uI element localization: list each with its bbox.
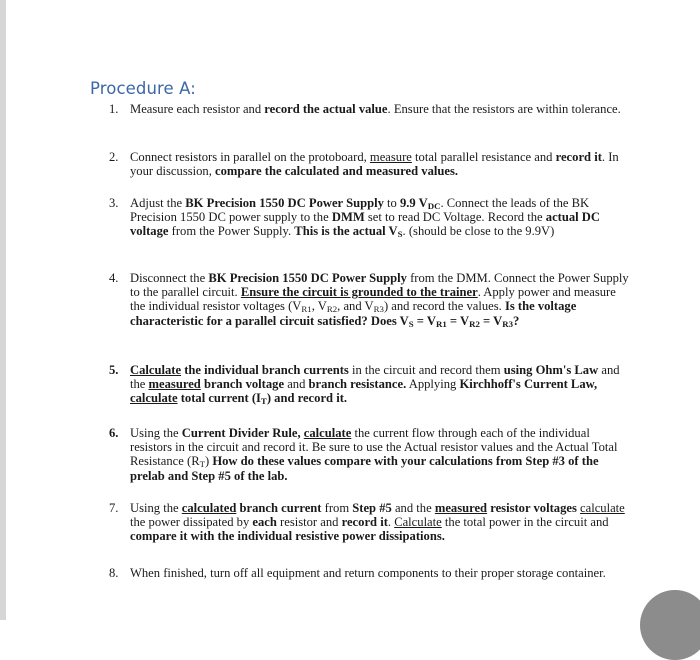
step-4-text: Disconnect the BK Precision 1550 DC Power Supply from the DMM. Connect the Power Supply to the parallel circuit. Ensure the circuit is grounded to the trainer. Apply power and measure the individual resistor voltages ($V_{R1}$, $V_{R2}$, and $V_{R3}$) and record the values. Is the voltage characteristic for a parallel circuit satisfied? Does $V_S = V_{R1} = V_{R2} = V_{R3}$? (130, 271, 629, 329)
step-6-text: Using the Current Divider Rule, calculate the current flow through each of the individual resistors in the circuit and record it. Be sure to use the Actual resistor values and the Actual Total Resistance $(R_T)$ How do these values compare with your calculations from Step #3 of the prelab and Step #5 of the lab. (130, 426, 618, 483)
step-8-text: When finished, turn off all equipment and return components to their proper storage container. (130, 566, 606, 580)
step-3-text: Adjust the BK Precision 1550 DC Power Supply to 9.9 $V_{DC}$. Connect the leads of the BK Precision 1550 DC power supply to the DMM set to read DC Voltage. Record the actual DC voltage from the Power Supply. This is the actual $V_S$. (should be close to the 9.9V) (130, 196, 600, 240)
page-left-edge (0, 0, 6, 620)
step-4: 4. Disconnect the BK Precision 1550 DC Power Supply from the DMM. Connect the Power Supply to the parallel circuit. Ensure the circuit is grounded to the trainer. Apply power and measure the individual resistor voltages ($V_{R1}$, $V_{R2}$, and $V_{R3}$) and record the values. Is the voltage characteristic for a parallel circuit satisfied? Does $V_S = V_{R1} = V_{R2} = V_{R3}$? (109, 271, 629, 329)
step-7: 7. Using the calculated branch current from Step #5 and the measured resistor voltages calculate the power dissipated by each resistor and record it. Calculate the total power in the circuit and compare it with the individual resistive power dissipations. (109, 501, 629, 544)
step-6: 6. Using the Current Divider Rule, calculate the current flow through each of the individual resistors in the circuit and record it. Be sure to use the Actual resistor values and the Actual Total Resistance $(R_T)$ How do these values compare with your calculations from Step #3 of the prelab and Step #5 of the lab. (109, 426, 629, 483)
step-1-text: Measure each resistor and record the actual value. Ensure that the resistors are within tolerance. (130, 102, 621, 116)
step-2-text: Connect resistors in parallel on the protoboard, measure total parallel resistance and record it. In your discussion, compare the calculated and measured values. (130, 150, 619, 179)
step-3: 3. Adjust the BK Precision 1550 DC Power Supply to 9.9 $V_{DC}$. Connect the leads of the BK Precision 1550 DC power supply to the DMM set to read DC Voltage. Record the actual DC voltage from the Power Supply. This is the actual $V_S$. (should be close to the 9.9V) (109, 196, 629, 239)
step-8: 8. When finished, turn off all equipment and return components to their proper storage container. (109, 566, 629, 580)
procedure-title: Procedure A: (90, 79, 196, 98)
scroll-thumb[interactable] (640, 590, 700, 660)
step-5-text: Calculate the individual branch currents in the circuit and record them using Ohm's Law and the measured branch voltage and branch resistance. Applying Kirchhoff's Current Law, calculate total current $(I_T)$ and record it. (130, 363, 620, 407)
step-1: 1. Measure each resistor and record the actual value. Ensure that the resistors are within tolerance. (109, 102, 629, 116)
step-2: 2. Connect resistors in parallel on the protoboard, measure total parallel resistance and record it. In your discussion, compare the calculated and measured values. (109, 150, 629, 178)
step-7-text: Using the calculated branch current from Step #5 and the measured resistor voltages calculate the power dissipated by each resistor and record it. Calculate the total power in the circuit and compare it with the individual resistive power dissipations. (130, 501, 625, 544)
step-5: 5. Calculate the individual branch currents in the circuit and record them using Ohm's Law and the measured branch voltage and branch resistance. Applying Kirchhoff's Current Law, calculate total current $(I_T)$ and record it. (109, 363, 629, 406)
